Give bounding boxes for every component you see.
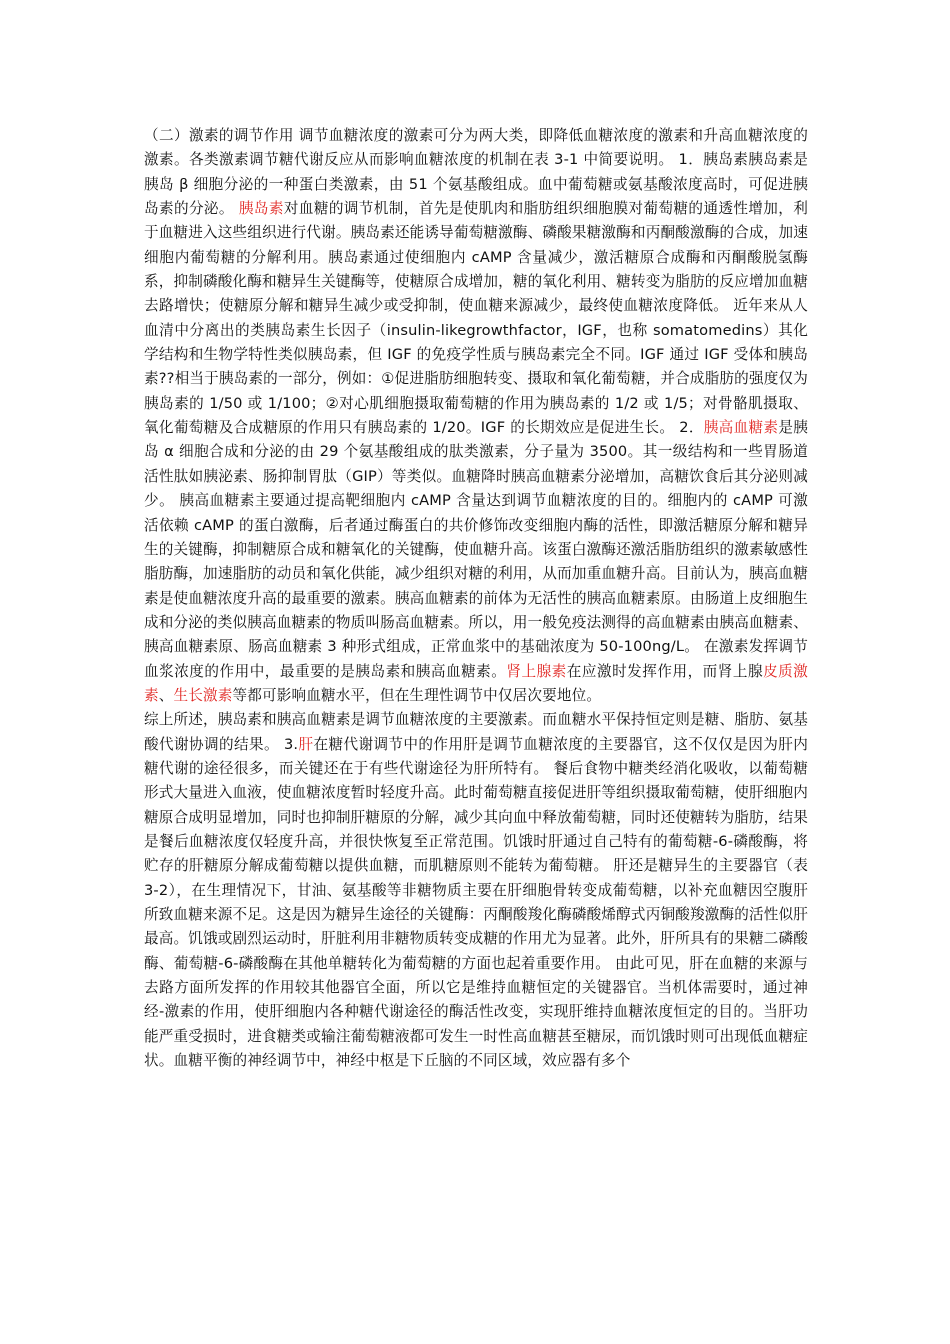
- highlighted-term-liver: 肝: [298, 735, 314, 753]
- highlighted-term-glucagon: 胰高血糖素: [703, 419, 779, 437]
- highlighted-term-growth-hormone: 生长激素: [173, 686, 233, 704]
- body-text: [144, 124, 808, 1073]
- text-run: 是胰岛 α 细胞合成和分泌的由 29 个氨基酸组成的肽类激素，分子量为 3500。其一级结构和一些胃肠道活性肽如胰泌素、肠抑制胃肽（GIP）等类似。血糖降时胰高血糖素分泌增加，高糖饮食后其分泌则减少。 胰高血糖素主要通过提高靶细胞内 cAMP 含量达到调节血糖浓度的目的。细胞内的 cAMP 可激活依赖 cAMP 的蛋白激酶，后者通过酶蛋白的共价修饰改变细胞内酶的活性，即激活糖原分解和糖异生的关键酶，抑制糖原合成和糖氧化的关键酶，使血糖升高。该蛋白激酶还激活脂肪组织的激素敏感性脂肪酶，加速脂肪的动员和氧化供能，减少组织对糖的利用，从而加重血糖升高。目前认为，胰高血糖素是使血糖浓度升高的最重要的激素。胰高血糖素的前体为无活性的胰高血糖素原。由肠道上皮细胞生成和分泌的类似胰高血糖素的物质叫肠高血糖素。所以，用一般免疫法测得的高血糖素由胰高血糖素、胰高血糖素原、肠高血糖素 3 种形式组成，正常血浆中的基础浓度为 50-100ng/L。 在激素发挥调节血浆浓度的作用中，最重要的是胰岛素和胰高血糖素。: [144, 419, 808, 680]
- text-run: 、: [158, 686, 174, 704]
- text-run: 在应激时发挥作用，而肾上腺: [566, 662, 764, 680]
- highlighted-term-adrenaline: 肾上腺素: [506, 662, 567, 680]
- text-run: 综上所述，胰岛素和胰高血糖素是调节血糖浓度的主要激素。而血糖水平保持恒定则是糖、脂肪、氨基酸代谢协调的结果。 3.: [144, 711, 808, 753]
- highlighted-term-insulin: 胰岛素: [238, 200, 284, 218]
- text-run: 等都可影响血糖水平，但在生理性调节中仅居次要地位。: [232, 686, 602, 704]
- highlighted-term-corticosteroid: 皮质激素: [144, 662, 809, 704]
- paragraph-1: [144, 124, 808, 708]
- text-run: （二）激素的调节作用 调节血糖浓度的激素可分为两大类，即降低血糖浓度的激素和升高血糖浓度的激素。各类激素调节糖代谢反应从而影响血糖浓度的机制在表 3-1 中简要说明。 1．胰岛素胰岛素是胰岛 β 细胞分泌的一种蛋白类激素，由 51 个氨基酸组成。血中葡萄糖或氨基酸浓度高时，可促进胰岛素的分泌。: [144, 127, 808, 218]
- text-run: 对血糖的调节机制，首先是使肌肉和脂肪组织细胞膜对葡萄糖的通透性增加，利于血糖进入这些组织进行代谢。胰岛素还能诱导葡萄糖激酶、磷酸果糖激酶和丙酮酸激酶的合成，加速细胞内葡萄糖的分解利用。胰岛素通过使细胞内 cAMP 含量减少，激活糖原合成酶和丙酮酸脱氢酶系，抑制磷酸化酶和糖异生关键酶等，使糖原合成增加，糖的氧化利用、糖转变为脂肪的反应增加血糖去路增快；使糖原分解和糖异生减少或受抑制，使血糖来源减少，最终使血糖浓度降低。 近年来从人血清中分离出的类胰岛素生长因子（insulin-likegrowthfactor，IGF，也称 somatomedins）其化学结构和生物学特性类似胰岛素，但 IGF 的免疫学性质与胰岛素完全不同。IGF 通过 IGF 受体和胰岛素??相当于胰岛素的一部分，例如：①促进脂肪细胞转变、摄取和氧化葡萄糖，并合成脂肪的强度仅为胰岛素的 1/50 或 1/100；②对心肌细胞摄取葡萄糖的作用为胰岛素的 1/2 或 1/5；对骨骼肌摄取、氧化葡萄糖及合成糖原的作用只有胰岛素的 1/20。IGF 的长期效应是促进生长。 2．: [144, 200, 808, 437]
- text-run: 在糖代谢调节中的作用肝是调节血糖浓度的主要器官，这不仅仅是因为肝内糖代谢的途径很多，而关键还在于有些代谢途径为肝所特有。 餐后食物中糖类经消化吸收，以葡萄糖形式大量进入血液，使血糖浓度暂时轻度升高。此时葡萄糖直接促进肝等组织摄取葡萄糖，使肝细胞内糖原合成明显增加，同时也抑制肝糖原的分解，减少其向血中释放葡萄糖，同时还使糖转为脂肪，结果是餐后血糖浓度仅轻度升高，并很快恢复至正常范围。饥饿时肝通过自己特有的葡萄糖-6-磷酸酶，将贮存的肝糖原分解成葡萄糖以提供血糖，而肌糖原则不能转为葡萄糖。 肝还是糖异生的主要器官（表 3-2），在生理情况下，甘油、氨基酸等非糖物质主要在肝细胞骨转变成葡萄糖，以补充血糖因空腹肝所致血糖来源不足。这是因为糖异生途径的关键酶：丙酮酸羧化酶磷酸烯醇式丙铜酸羧激酶的活性似肝最高。饥饿或剧烈运动时，肝脏利用非糖物质转变成糖的作用尤为显著。此外，肝所具有的果糖二磷酸酶、葡萄糖-6-磷酸酶在其他单糖转化为葡萄糖的方面也起着重要作用。 由此可见，肝在血糖的来源与去路方面所发挥的作用较其他器官全面，所以它是维持血糖恒定的关键器官。当机体需要时，通过神经-激素的作用，使肝细胞内各种糖代谢途径的酶活性改变，实现肝维持血糖浓度恒定的目的。当肝功能严重受损时，进食糖类或输注葡萄糖液都可发生一时性高血糖甚至糖尿，而饥饿时则可出现低血糖症状。血糖平衡的神经调节中，神经中枢是下丘脑的不同区域，效应器有多个: [144, 735, 809, 1070]
- paragraph-2: [144, 708, 808, 1073]
